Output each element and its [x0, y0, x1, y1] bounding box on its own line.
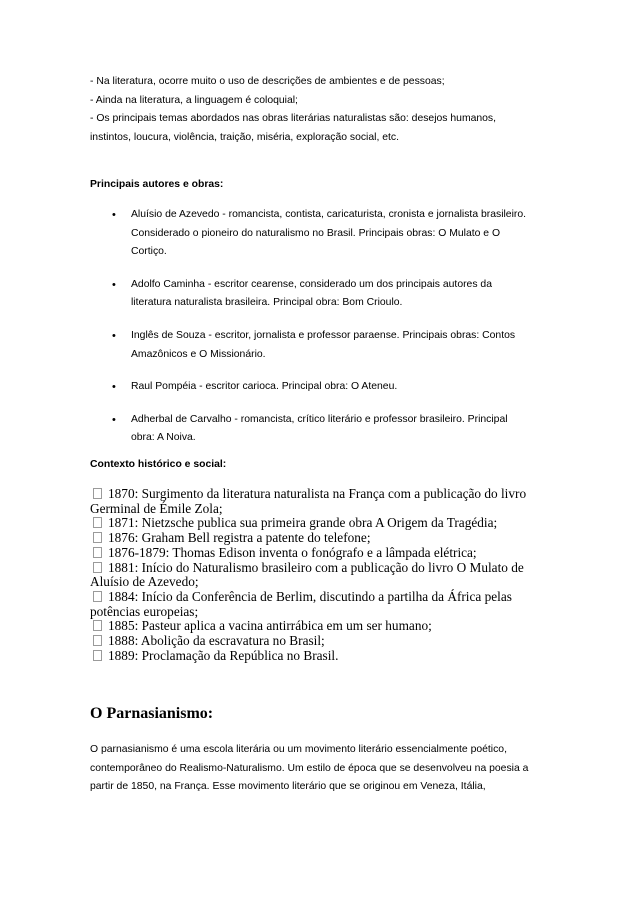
bullet-icon: •: [112, 413, 116, 426]
timeline-line: [90, 531, 540, 546]
bullet-icon: •: [112, 381, 116, 394]
timeline-list: [90, 487, 540, 663]
timeline-text: 1881: Início do Naturalismo brasileiro com a publicação do livro O Mulato de: [108, 559, 524, 575]
timeline-line: [90, 575, 540, 590]
missing-glyph-icon: [93, 650, 102, 661]
timeline-text: potências europeias;: [90, 603, 199, 619]
missing-glyph-icon: [93, 620, 102, 631]
timeline-line: [90, 502, 540, 517]
intro-line: - Na literatura, ocorre muito o uso de descrições de ambientes e de pessoas;: [90, 76, 445, 87]
paragraph-line: partir de 1850, na França. Esse movimento literário que se originou em Veneza, Itália,: [90, 781, 486, 793]
timeline-line: [90, 619, 540, 634]
timeline-text: 1888: Abolição da escravatura no Brasil;: [108, 633, 325, 649]
list-item-line: Aluísio de Azevedo - romancista, contista, caricaturista, cronista e jornalista brasileiro.: [131, 209, 527, 220]
missing-glyph-icon: [93, 488, 102, 499]
bullet-icon: •: [112, 329, 116, 342]
missing-glyph-icon: [93, 532, 102, 543]
list-item-line: Amazônicos e O Missionário.: [131, 348, 266, 360]
list-item-line: Raul Pompéia - escritor carioca. Principal obra: O Ateneu.: [131, 381, 398, 393]
paragraph-line: contemporâneo do Realismo-Naturalismo. Um estilo de época que se desenvolveu na poesia a: [90, 762, 529, 774]
missing-glyph-icon: [93, 591, 102, 602]
bullet-icon: •: [112, 278, 116, 291]
list-item-line: Adolfo Caminha - escritor cearense, considerado um dos principais autores da: [131, 278, 492, 290]
timeline-line: [90, 649, 540, 664]
list-item: [90, 327, 560, 364]
timeline-text: 1876-1879: Thomas Edison inventa o fonógrafo e a lâmpada elétrica;: [108, 544, 477, 560]
timeline-text: Aluísio de Azevedo;: [90, 574, 199, 590]
missing-glyph-icon: [93, 517, 102, 528]
timeline-text: 1885: Pasteur aplica a vacina antirrábica em um ser humano;: [108, 618, 432, 634]
timeline-text: 1870: Surgimento da literatura naturalista na França com a publicação do livro: [108, 486, 527, 501]
timeline-line: [90, 605, 540, 620]
list-item: [90, 378, 560, 397]
intro-line: - Os principais temas abordados nas obras literárias naturalistas são: desejos humanos,: [90, 113, 497, 125]
intro-line: instintos, loucura, violência, traição, miséria, exploração social, etc.: [90, 131, 399, 143]
list-item-line: Considerado o pioneiro do naturalismo no Brasil. Principais obras: O Mulato e O: [131, 227, 501, 239]
missing-glyph-icon: [93, 562, 102, 573]
timeline-text: 1889: Proclamação da República no Brasil.: [108, 647, 339, 663]
timeline-text: 1884: Início da Conferência de Berlim, discutindo a partilha da África pelas: [108, 588, 512, 604]
timeline-text: Germinal de Émile Zola;: [90, 500, 223, 516]
list-item: [90, 206, 560, 262]
timeline-text: 1871: Nietzsche publica sua primeira grande obra A Origem da Tragédia;: [108, 515, 498, 531]
timeline-line: [90, 546, 540, 561]
bullet-icon: •: [112, 209, 116, 221]
intro-paragraph: [90, 73, 560, 147]
autores-heading: Principais autores e obras:: [90, 179, 224, 190]
list-item-line: obra: A Noiva.: [131, 432, 196, 444]
parnasianismo-paragraph: [90, 741, 560, 797]
list-item: [90, 276, 560, 313]
timeline-line: [90, 516, 540, 531]
list-item-line: Cortiço.: [131, 246, 167, 258]
timeline-line: [90, 590, 540, 605]
timeline-line: [90, 487, 540, 502]
missing-glyph-icon: [93, 635, 102, 646]
timeline-text: 1876: Graham Bell registra a patente do telefone;: [108, 530, 371, 546]
autores-list: [90, 206, 560, 462]
timeline-line: [90, 634, 540, 649]
intro-line: - Ainda na literatura, a linguagem é coloquial;: [90, 94, 298, 106]
missing-glyph-icon: [93, 547, 102, 558]
list-item-line: Inglês de Souza - escritor, jornalista e professor paraense. Principais obras: Contos: [131, 329, 516, 341]
paragraph-line: O parnasianismo é uma escola literária ou um movimento literário essencialmente poético,: [90, 744, 507, 755]
list-item-line: Adherbal de Carvalho - romancista, crítico literário e professor brasileiro. Principal: [131, 413, 508, 425]
timeline-line: [90, 561, 540, 576]
list-item: [90, 411, 560, 448]
section-title: O Parnasianismo:: [90, 705, 214, 722]
list-item-line: literatura naturalista brasileira. Principal obra: Bom Crioulo.: [131, 297, 403, 309]
contexto-heading: Contexto histórico e social:: [90, 459, 227, 470]
